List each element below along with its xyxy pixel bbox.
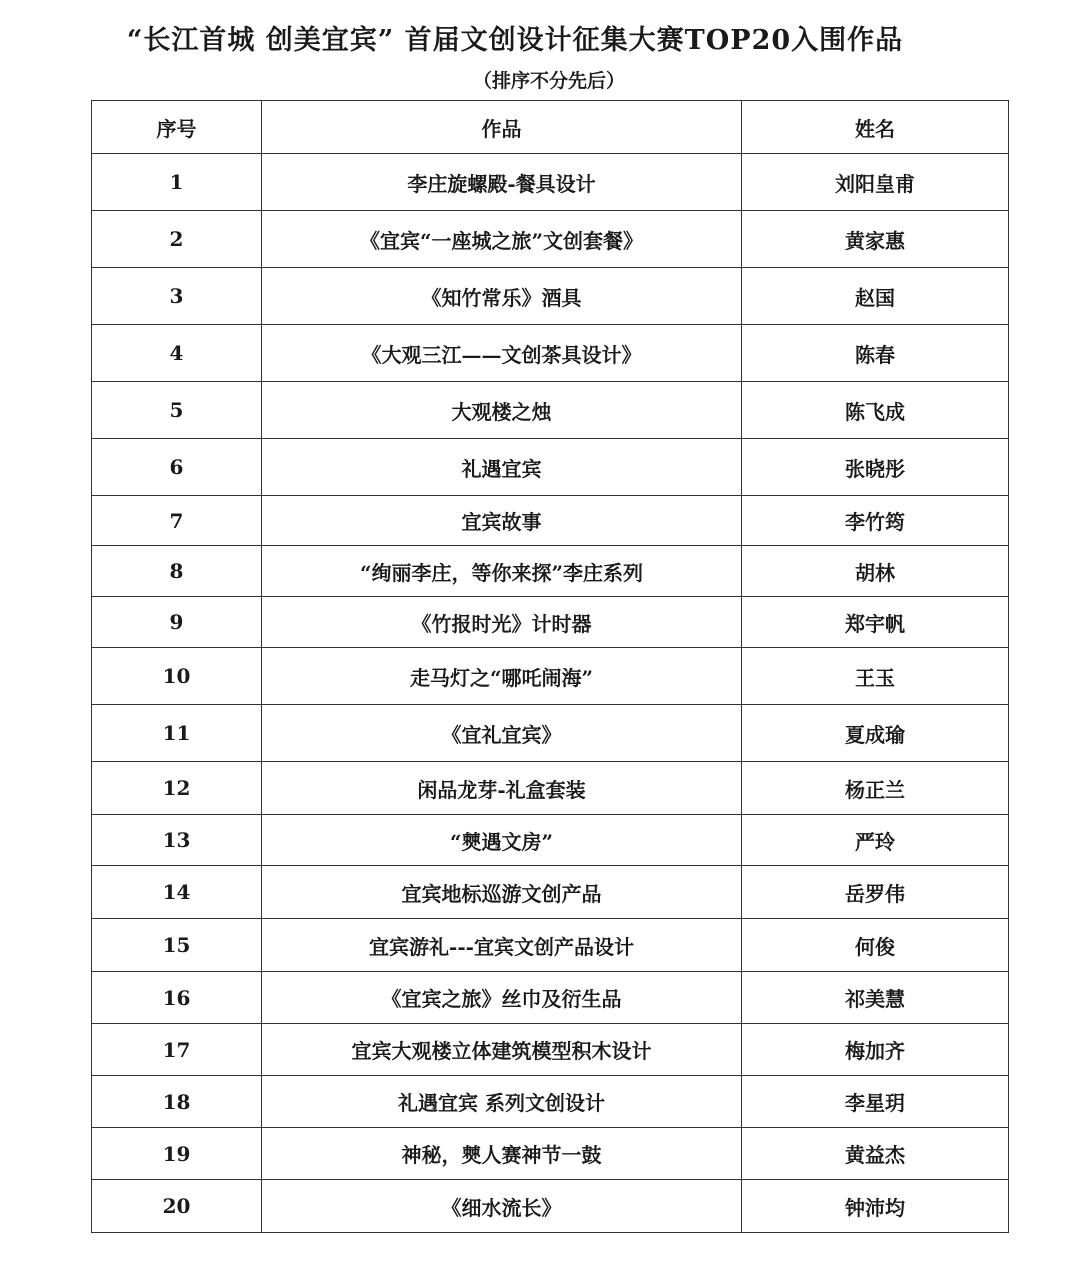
cell-work: 《竹报时光》计时器	[262, 597, 742, 648]
cell-work: 《知竹常乐》酒具	[262, 268, 742, 325]
cell-name: 钟沛均	[742, 1180, 1009, 1233]
table-row	[92, 1180, 1009, 1233]
cell-work: 《宜宾之旅》丝巾及衍生品	[262, 972, 742, 1024]
cell-work: “僰遇文房”	[262, 815, 742, 866]
cell-number: 18	[92, 1076, 262, 1128]
cell-work: 神秘，僰人赛神节一鼓	[262, 1128, 742, 1180]
cell-number: 14	[92, 866, 262, 919]
table-header-row	[92, 101, 1009, 154]
cell-name: 赵国	[742, 268, 1009, 325]
document-subtitle: （排序不分先后）	[472, 70, 625, 92]
table-row	[92, 815, 1009, 866]
cell-name: 梅加齐	[742, 1024, 1009, 1076]
cell-name: 黄家惠	[742, 211, 1009, 268]
cell-work: 宜宾故事	[262, 496, 742, 546]
cell-number: 10	[92, 648, 262, 705]
table-row	[92, 1024, 1009, 1076]
cell-name: 张晓彤	[742, 439, 1009, 496]
cell-name: 李星玥	[742, 1076, 1009, 1128]
table-row	[92, 919, 1009, 972]
table-row	[92, 546, 1009, 597]
cell-work: 礼遇宜宾	[262, 439, 742, 496]
cell-number: 16	[92, 972, 262, 1024]
cell-number: 9	[92, 597, 262, 648]
cell-work: 《细水流长》	[262, 1180, 742, 1233]
cell-number: 15	[92, 919, 262, 972]
cell-work: 宜宾游礼---宜宾文创产品设计	[262, 919, 742, 972]
cell-number: 8	[92, 546, 262, 597]
table-row	[92, 325, 1009, 382]
cell-number: 20	[92, 1180, 262, 1233]
table-row	[92, 1128, 1009, 1180]
cell-name: 李竹筠	[742, 496, 1009, 546]
column-header-name: 姓名	[742, 101, 1009, 154]
column-header-number: 序号	[92, 101, 262, 154]
cell-number: 2	[92, 211, 262, 268]
cell-name: 胡林	[742, 546, 1009, 597]
cell-number: 19	[92, 1128, 262, 1180]
cell-name: 岳罗伟	[742, 866, 1009, 919]
table-body	[92, 154, 1009, 1233]
cell-number: 1	[92, 154, 262, 211]
cell-name: 陈春	[742, 325, 1009, 382]
table-row	[92, 382, 1009, 439]
cell-work: 大观楼之烛	[262, 382, 742, 439]
cell-work: 礼遇宜宾 系列文创设计	[262, 1076, 742, 1128]
table-row	[92, 154, 1009, 211]
cell-number: 5	[92, 382, 262, 439]
cell-name: 杨正兰	[742, 762, 1009, 815]
table-row	[92, 648, 1009, 705]
cell-work: 李庄旋螺殿-餐具设计	[262, 154, 742, 211]
cell-name: 夏成瑜	[742, 705, 1009, 762]
table-row	[92, 211, 1009, 268]
finalists-table	[91, 100, 1009, 1233]
cell-name: 祁美慧	[742, 972, 1009, 1024]
table-row	[92, 972, 1009, 1024]
cell-name: 严玲	[742, 815, 1009, 866]
cell-work: 走马灯之“哪吒闹海”	[262, 648, 742, 705]
cell-work: 《宜宾“一座城之旅”文创套餐》	[262, 211, 742, 268]
table-row	[92, 597, 1009, 648]
cell-number: 11	[92, 705, 262, 762]
cell-work: 闲品龙芽-礼盒套装	[262, 762, 742, 815]
cell-number: 6	[92, 439, 262, 496]
cell-name: 黄益杰	[742, 1128, 1009, 1180]
table-row	[92, 439, 1009, 496]
cell-number: 7	[92, 496, 262, 546]
table-row	[92, 1076, 1009, 1128]
cell-number: 17	[92, 1024, 262, 1076]
cell-work: 《大观三江——文创茶具设计》	[262, 325, 742, 382]
cell-number: 4	[92, 325, 262, 382]
cell-number: 12	[92, 762, 262, 815]
cell-name: 王玉	[742, 648, 1009, 705]
table-row	[92, 268, 1009, 325]
cell-number: 3	[92, 268, 262, 325]
table-row	[92, 762, 1009, 815]
cell-name: 郑宇帆	[742, 597, 1009, 648]
cell-work: 宜宾地标巡游文创产品	[262, 866, 742, 919]
table-row	[92, 866, 1009, 919]
cell-number: 13	[92, 815, 262, 866]
cell-name: 何俊	[742, 919, 1009, 972]
table-row	[92, 705, 1009, 762]
cell-work: 《宜礼宜宾》	[262, 705, 742, 762]
cell-work: 宜宾大观楼立体建筑模型积木设计	[262, 1024, 742, 1076]
column-header-work: 作品	[262, 101, 742, 154]
cell-name: 陈飞成	[742, 382, 1009, 439]
cell-work: “绚丽李庄，等你来探”李庄系列	[262, 546, 742, 597]
document-title: “长江首城 创美宜宾” 首届文创设计征集大赛TOP20入围作品	[126, 25, 904, 56]
table-row	[92, 496, 1009, 546]
cell-name: 刘阳皇甫	[742, 154, 1009, 211]
